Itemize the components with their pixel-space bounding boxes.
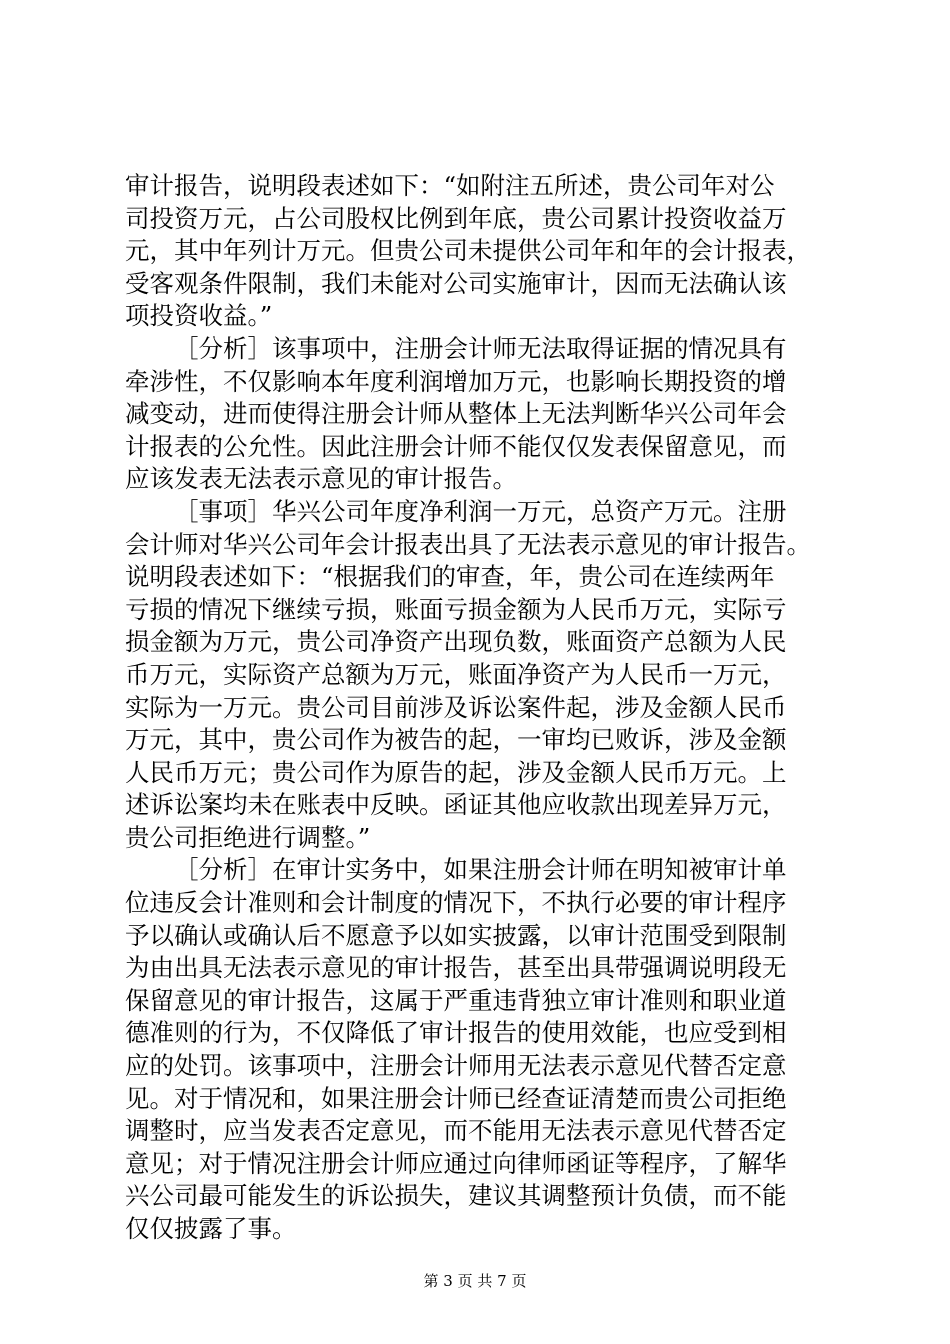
text-line: 说明段表述如下：“根据我们的审查，年，贵公司在连续两年: [125, 562, 775, 592]
page-number-label: 第 3 页 共 7 页: [423, 1272, 527, 1290]
text-line: 受客观条件限制，我们未能对公司实施审计，因而无法确认该: [125, 268, 787, 298]
text-line: 减变动，进而使得注册会计师从整体上无法判断华兴公司年会: [125, 399, 787, 429]
text-line: 调整时，应当发表否定意见，而不能用无法表示意见代替否定: [125, 1116, 787, 1146]
text-line: 计报表的公允性。因此注册会计师不能仅仅发表保留意见，而: [125, 431, 787, 461]
text-line: 损金额为万元，贵公司净资产出现负数，账面资产总额为人民: [125, 627, 787, 657]
text-line: 会计师对华兴公司年会计报表出具了无法表示意见的审计报告。: [125, 529, 811, 559]
text-line: 元，其中年列计万元。但贵公司未提供公司年和年的会计报表，: [125, 236, 811, 266]
text-line: 仅仅披露了事。: [125, 1214, 297, 1243]
text-line: 亏损的情况下继续亏损，账面亏损金额为人民币万元，实际亏: [125, 594, 787, 624]
text-line: 为由出具无法表示意见的审计报告，甚至出具带强调说明段无: [125, 953, 787, 983]
text-line: 兴公司最可能发生的诉讼损失，建议其调整预计负债，而不能: [125, 1181, 787, 1211]
text-line: 币万元，实际资产总额为万元，账面净资产为人民币一万元，: [125, 659, 787, 689]
text-line: ［分析］该事项中，注册会计师无法取得证据的情况具有: [174, 333, 787, 363]
text-line: 应的处罚。该事项中，注册会计师用无法表示意见代替否定意: [125, 1051, 787, 1081]
text-line: ［分析］在审计实务中，如果注册会计师在明知被审计单: [174, 855, 787, 885]
text-line: 德准则的行为，不仅降低了审计报告的使用效能，也应受到相: [125, 1018, 787, 1048]
text-line: 应该发表无法表示意见的审计报告。: [125, 464, 517, 494]
text-line: 实际为一万元。贵公司目前涉及诉讼案件起，涉及金额人民币: [125, 692, 787, 722]
text-line: 司投资万元，占公司股权比例到年底，贵公司累计投资收益万: [125, 203, 787, 233]
text-line: 项投资收益。”: [125, 301, 273, 331]
text-line: ［事项］华兴公司年度净利润一万元，总资产万元。注册: [174, 496, 787, 526]
text-line: 述诉讼案均未在账表中反映。函证其他应收款出现差异万元，: [125, 790, 787, 820]
text-line: 牵涉性，不仅影响本年度利润增加万元，也影响长期投资的增: [125, 366, 787, 396]
text-line: 位违反会计准则和会计制度的情况下，不执行必要的审计程序: [125, 888, 787, 918]
text-line: 意见；对于情况注册会计师应通过向律师函证等程序，了解华: [125, 1148, 787, 1178]
text-line: 见。对于情况和，如果注册会计师已经查证清楚而贵公司拒绝: [125, 1083, 787, 1113]
body-text: [125, 170, 830, 1246]
text-line: 予以确认或确认后不愿意予以如实披露，以审计范围受到限制: [125, 920, 787, 950]
text-line: 审计报告，说明段表述如下：“如附注五所述，贵公司年对公: [125, 171, 775, 200]
text-line: 保留意见的审计报告，这属于严重违背独立审计准则和职业道: [125, 985, 787, 1015]
text-line: 人民币万元；贵公司作为原告的起，涉及金额人民币万元。上: [125, 757, 787, 787]
page-footer: [0, 1271, 950, 1291]
text-line: 万元，其中，贵公司作为被告的起，一审均已败诉，涉及金额: [125, 725, 787, 755]
text-line: 贵公司拒绝进行调整。”: [125, 822, 371, 852]
